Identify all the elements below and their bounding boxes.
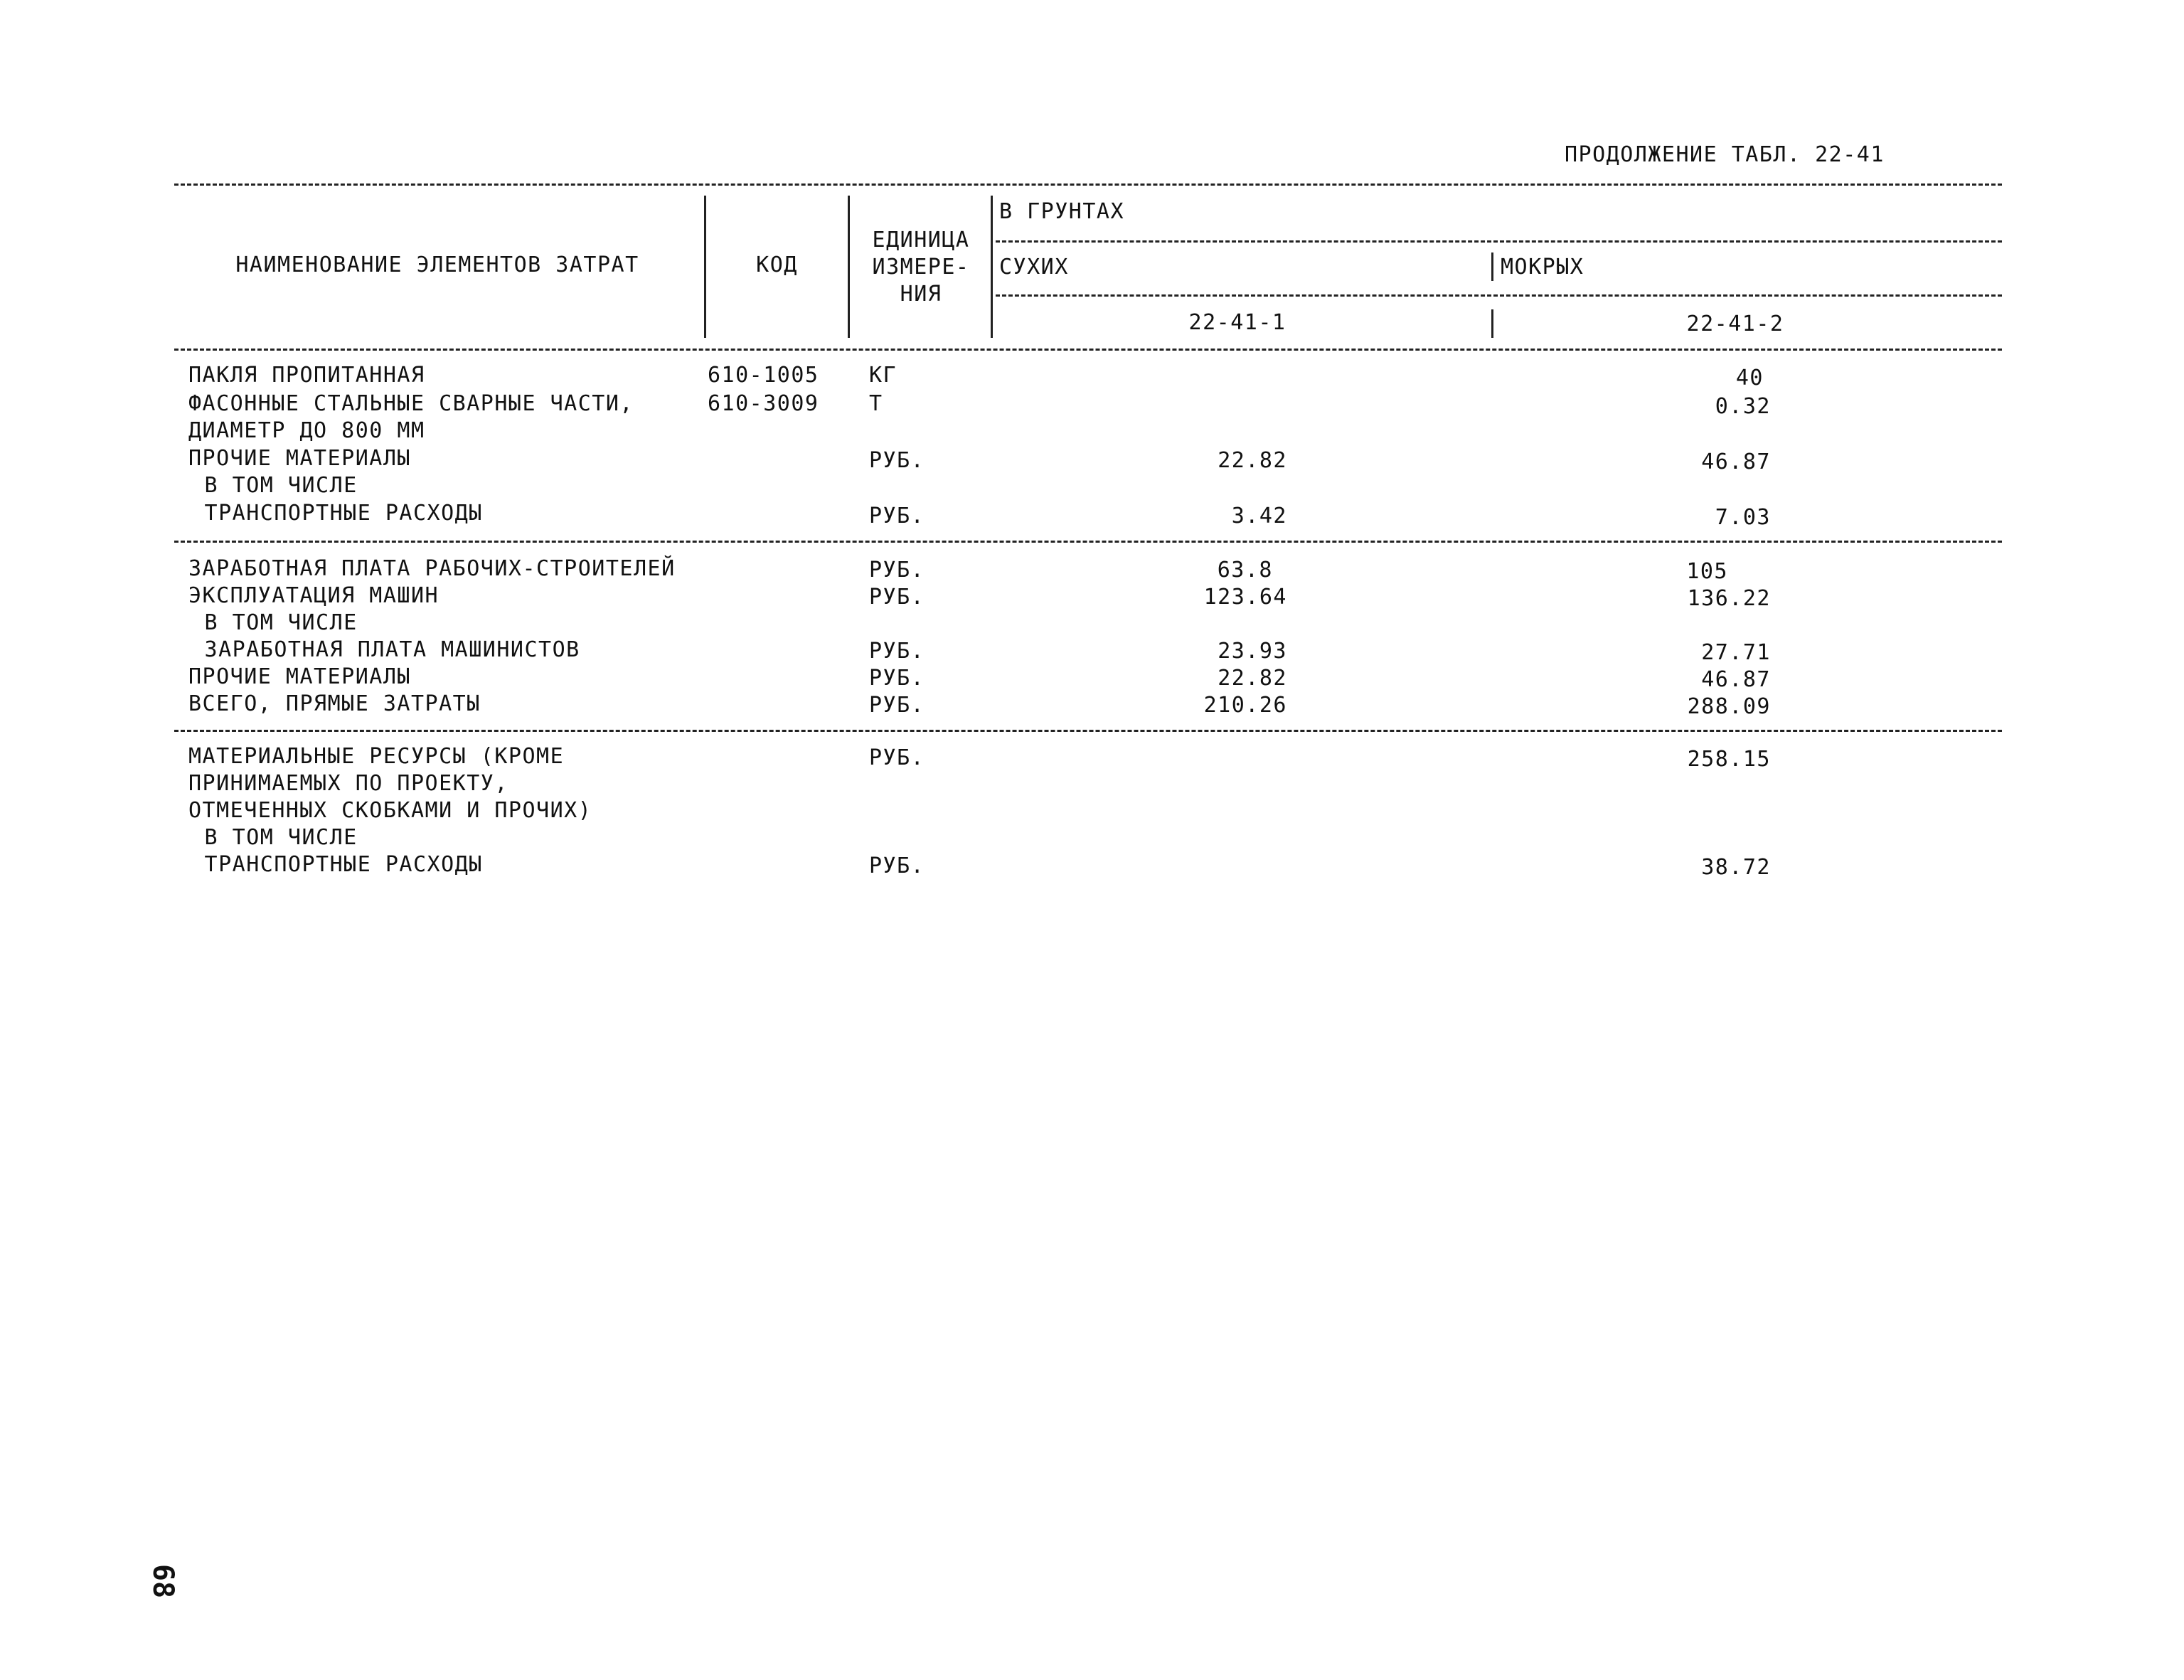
header-divider-name-code (704, 196, 706, 338)
row-unit: РУБ. (869, 745, 925, 770)
row-unit: РУБ. (869, 448, 925, 473)
row-wet: 105 (1686, 559, 1728, 584)
row-wet: 27.71 (1701, 640, 1771, 665)
section-rule (174, 541, 2002, 543)
row-unit: РУБ. (869, 558, 925, 583)
header-bottom-rule (174, 349, 2002, 351)
row-wet: 258.15 (1687, 747, 1771, 772)
row-dry: 3.42 (1231, 504, 1287, 528)
row-name: ДИАМЕТР ДО 800 ММ (188, 418, 425, 443)
row-wet: 46.87 (1701, 667, 1771, 692)
header-unit-line2: ИЗМЕРЕ- (872, 255, 970, 280)
row-name: В ТОМ ЧИСЛЕ (191, 473, 358, 498)
header-unit-line1: ЕДИНИЦА (872, 228, 970, 252)
row-name: ЗАРАБОТНАЯ ПЛАТА РАБОЧИХ-СТРОИТЕЛЕЙ (188, 556, 676, 581)
row-unit: РУБ. (869, 854, 925, 878)
header-divider-codes (1491, 309, 1493, 338)
row-code: 610-3009 (708, 391, 819, 416)
row-dry: 22.82 (1218, 448, 1287, 473)
header-code-dry: 22-41-1 (1188, 310, 1287, 335)
row-wet: 7.03 (1715, 505, 1771, 530)
row-name: ОТМЕЧЕННЫХ СКОБКАМИ И ПРОЧИХ) (188, 798, 592, 823)
row-code: 610-1005 (708, 363, 819, 388)
page-number: 68 (147, 1563, 180, 1599)
row-name: ТРАНСПОРТНЫЕ РАСХОДЫ (191, 852, 483, 877)
row-name: ПРОЧИЕ МАТЕРИАЛЫ (188, 446, 411, 471)
row-unit: РУБ. (869, 639, 925, 664)
header-top-rule (174, 184, 2002, 186)
header-code-wet: 22-41-2 (1686, 312, 1784, 336)
header-divider-unit-values (991, 196, 993, 338)
row-dry: 210.26 (1203, 693, 1287, 718)
header-code-col: КОД (756, 252, 798, 277)
row-unit: Т (869, 391, 883, 416)
row-wet: 38.72 (1701, 855, 1771, 880)
row-name: В ТОМ ЧИСЛЕ (191, 825, 358, 850)
section-rule (174, 730, 2002, 732)
subgroup-rule (996, 294, 2002, 297)
row-name: МАТЕРИАЛЬНЫЕ РЕСУРСЫ (КРОМЕ (188, 744, 565, 769)
row-unit: РУБ. (869, 504, 925, 528)
row-name: ТРАНСПОРТНЫЕ РАСХОДЫ (191, 501, 483, 526)
header-divider-dry-wet (1491, 252, 1493, 281)
row-name: ПРИНИМАЕМЫХ ПО ПРОЕКТУ, (188, 771, 508, 796)
row-dry: 22.82 (1218, 666, 1287, 691)
row-name: ФАСОННЫЕ СТАЛЬНЫЕ СВАРНЫЕ ЧАСТИ, (188, 391, 634, 416)
header-unit-line3: НИЯ (900, 282, 942, 307)
row-name: ВСЕГО, ПРЯМЫЕ ЗАТРАТЫ (188, 691, 481, 716)
row-wet: 0.32 (1715, 394, 1771, 419)
row-unit: РУБ. (869, 666, 925, 691)
header-sub-wet: МОКРЫХ (1501, 255, 1584, 280)
row-unit: РУБ. (869, 585, 925, 610)
row-name: ЗАРАБОТНАЯ ПЛАТА МАШИНИСТОВ (191, 637, 580, 662)
table-caption: ПРОДОЛЖЕНИЕ ТАБЛ. 22-41 (1565, 142, 1885, 167)
row-name: ПРОЧИЕ МАТЕРИАЛЫ (188, 664, 411, 689)
row-unit: РУБ. (869, 693, 925, 718)
row-name: В ТОМ ЧИСЛЕ (191, 610, 358, 635)
row-dry: 123.64 (1203, 585, 1287, 610)
row-dry: 23.93 (1218, 639, 1287, 664)
group-rule (996, 240, 2002, 243)
header-name-col: НАИМЕНОВАНИЕ ЭЛЕМЕНТОВ ЗАТРАТ (235, 252, 639, 277)
row-name: ПАКЛЯ ПРОПИТАННАЯ (188, 363, 425, 388)
row-name: ЭКСПЛУАТАЦИЯ МАШИН (188, 583, 440, 608)
row-wet: 46.87 (1701, 450, 1771, 474)
row-wet: 136.22 (1687, 586, 1771, 611)
row-unit: КГ (869, 363, 897, 388)
header-group: В ГРУНТАХ (999, 199, 1125, 224)
row-wet: 288.09 (1687, 694, 1771, 719)
header-divider-code-unit (848, 196, 850, 338)
row-wet: 40 (1735, 366, 1764, 390)
row-dry: 63.8 (1217, 558, 1273, 583)
header-sub-dry: СУХИХ (999, 255, 1069, 280)
